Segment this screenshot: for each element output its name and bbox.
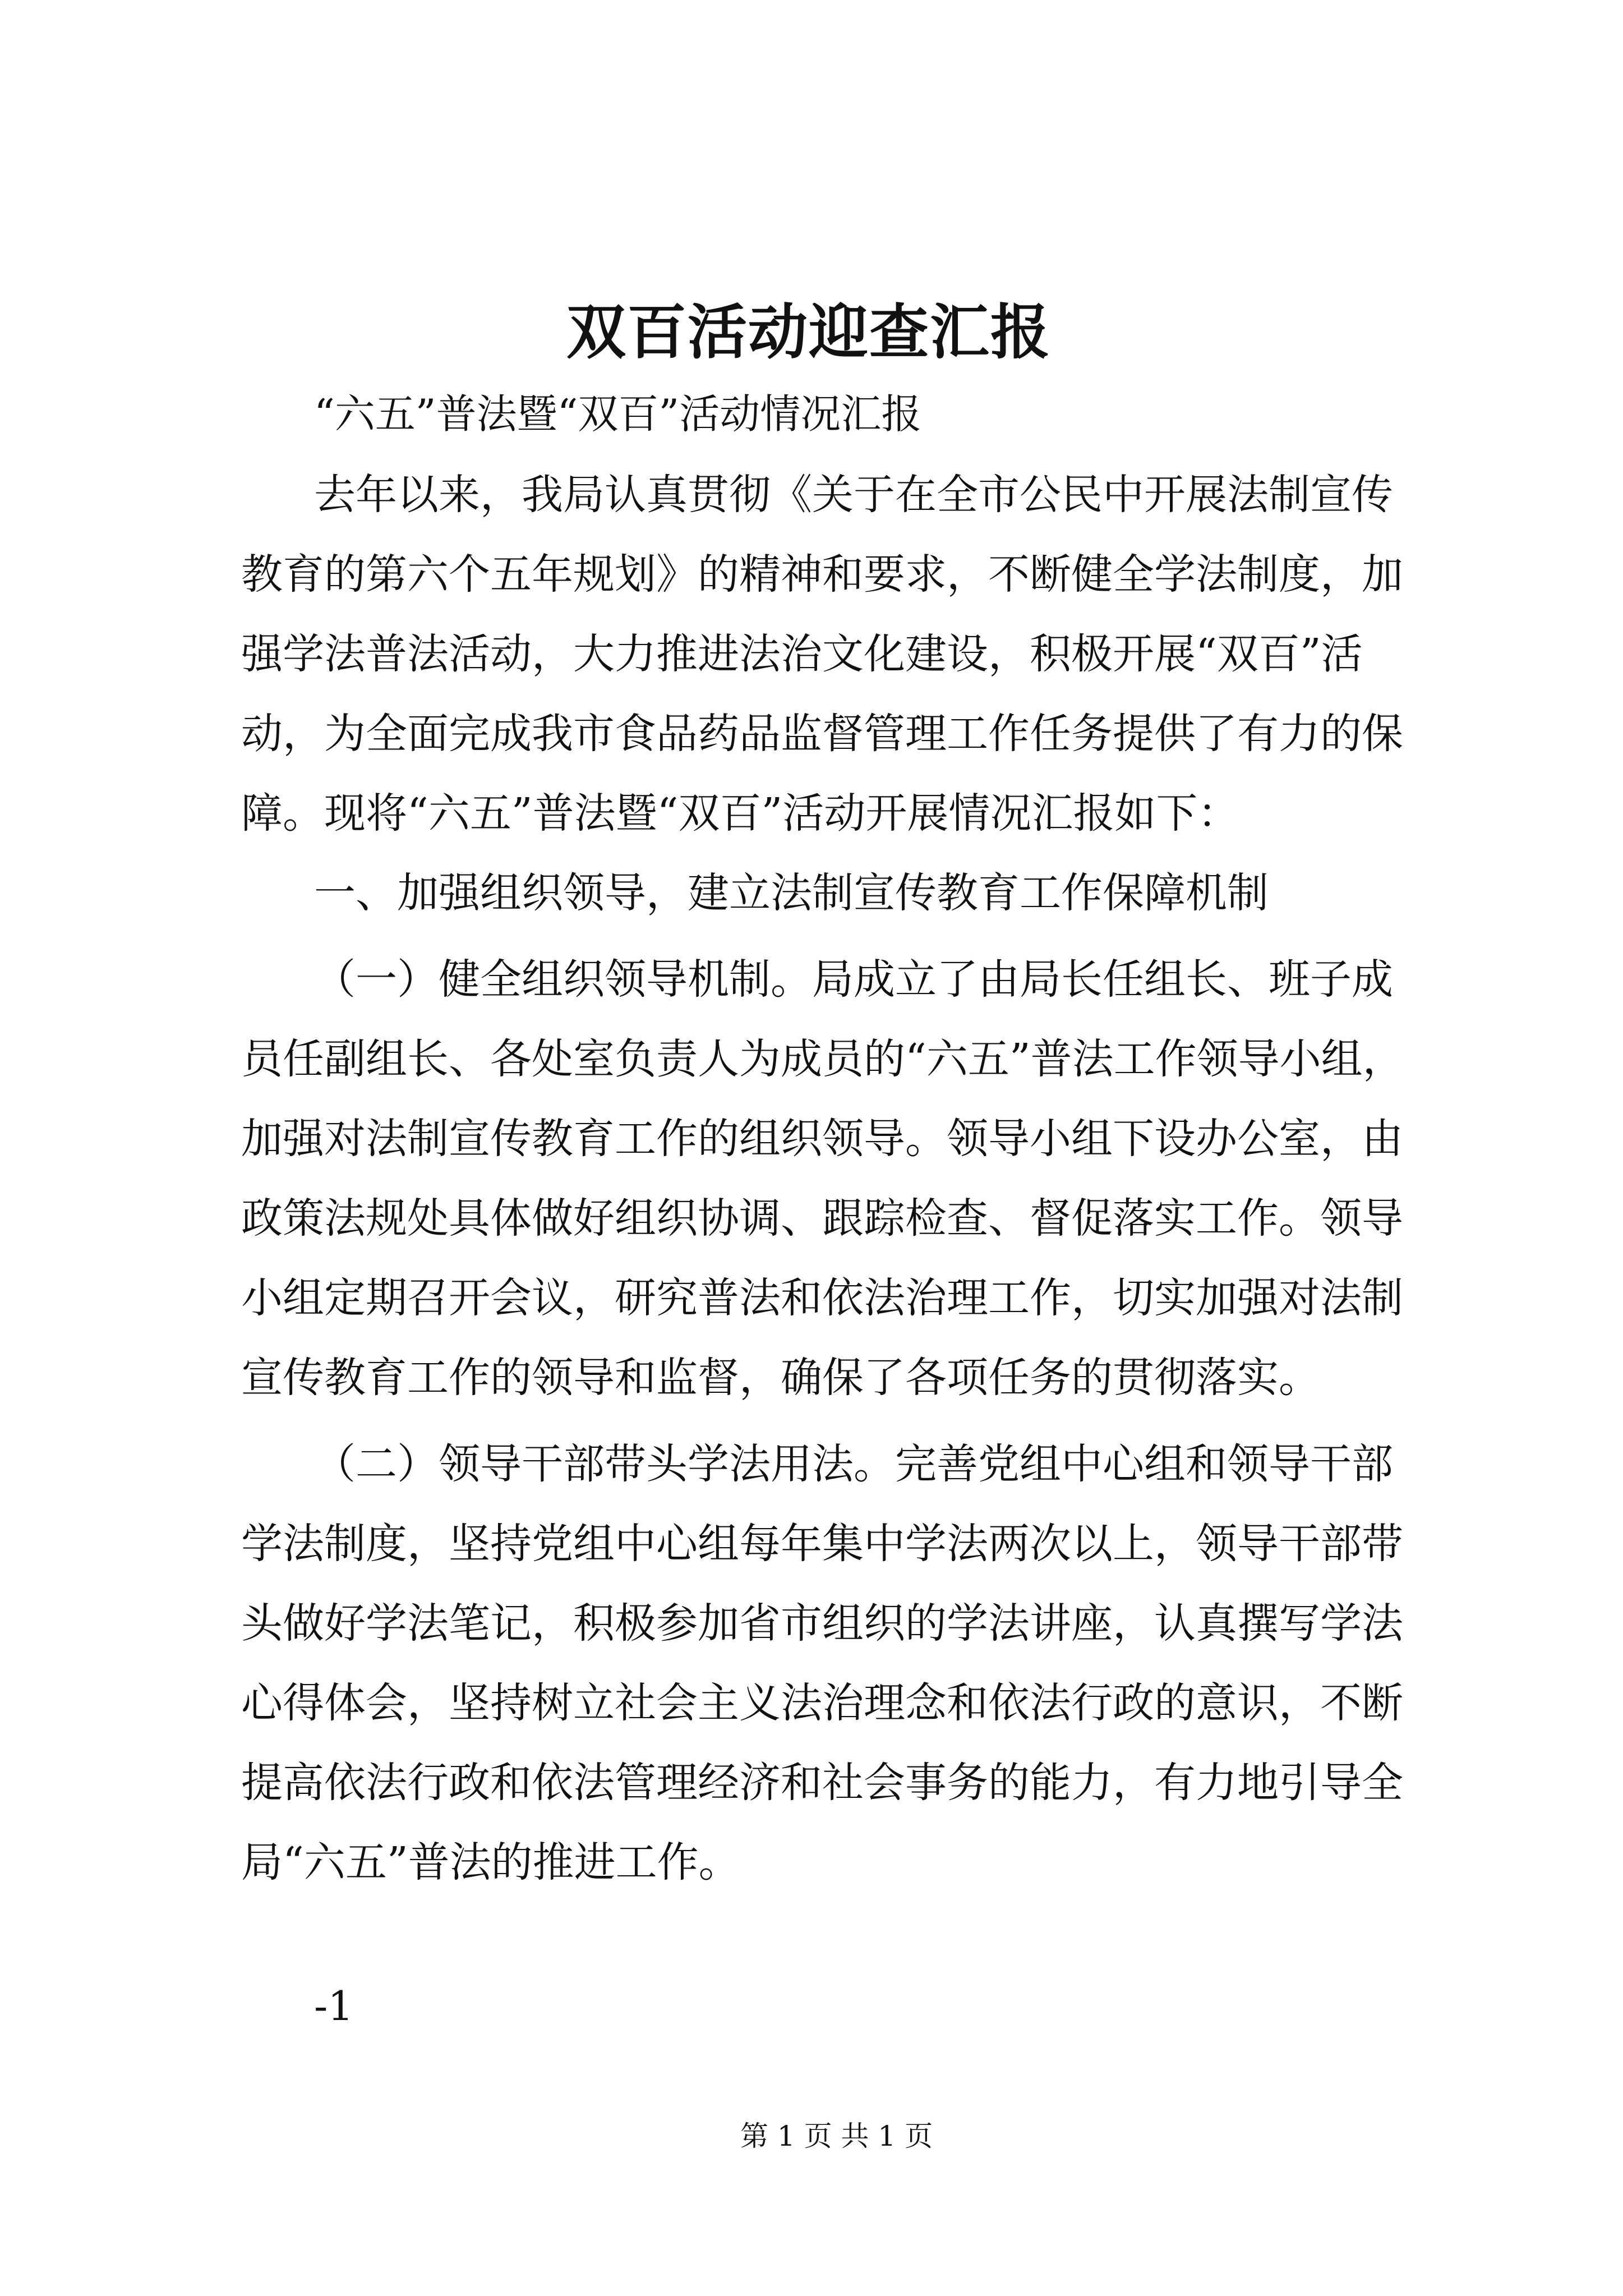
paragraph-line: 去年以来，我局认真贯彻《关于在全市公民中开展法制宣传 bbox=[314, 471, 1393, 519]
document-subtitle: “六五”普法暨“双百”活动情况汇报 bbox=[314, 390, 922, 438]
page-footer: 第 1 页 共 1 页 bbox=[740, 2120, 933, 2152]
paragraph-line: 学法制度，坚持党组中心组每年集中学法两次以上，领导干部带 bbox=[241, 1520, 1403, 1568]
document-title: 双百活动迎查汇报 bbox=[566, 297, 1051, 367]
paragraph-line: 局“六五”普法的推进工作。 bbox=[241, 1838, 740, 1887]
section-heading: 一、加强组织领导，建立法制宣传教育工作保障机制 bbox=[314, 869, 1269, 917]
paragraph-line: 加强对法制宣传教育工作的组织领导。领导小组下设办公室，由 bbox=[241, 1115, 1403, 1163]
paragraph-line: （二）领导干部带头学法用法。完善党组中心组和领导干部 bbox=[314, 1440, 1393, 1488]
paragraph-line: 教育的第六个五年规划》的精神和要求，不断健全学法制度，加 bbox=[241, 550, 1403, 599]
paragraph-line: 提高依法行政和依法管理经济和社会事务的能力，有力地引导全 bbox=[241, 1759, 1403, 1807]
paragraph-line: 头做好学法笔记，积极参加省市组织的学法讲座，认真撰写学法 bbox=[241, 1599, 1403, 1648]
paragraph-line: 员任副组长、各处室负责人为成员的“六五”普法工作领导小组， bbox=[241, 1035, 1404, 1083]
paragraph-line: （一）健全组织领导机制。局成立了由局长任组长、班子成 bbox=[314, 955, 1393, 1004]
paragraph-line: 动，为全面完成我市食品药品监督管理工作任务提供了有力的保 bbox=[241, 710, 1403, 758]
paragraph-line: 政策法规处具体做好组织协调、跟踪检查、督促落实工作。领导 bbox=[241, 1194, 1403, 1243]
page-number-mark: -1 bbox=[314, 1982, 354, 2030]
paragraph-line: 心得体会，坚持树立社会主义法治理念和依法行政的意识，不断 bbox=[241, 1679, 1403, 1727]
paragraph-line: 宣传教育工作的领导和监督，确保了各项任务的贯彻落实。 bbox=[241, 1354, 1320, 1402]
paragraph-line: 障。现将“六五”普法暨“双百”活动开展情况汇报如下： bbox=[241, 789, 1239, 838]
paragraph-line: 强学法普法活动，大力推进法治文化建设，积极开展“双百”活 bbox=[241, 630, 1363, 678]
paragraph-line: 小组定期召开会议，研究普法和依法治理工作，切实加强对法制 bbox=[241, 1274, 1403, 1322]
